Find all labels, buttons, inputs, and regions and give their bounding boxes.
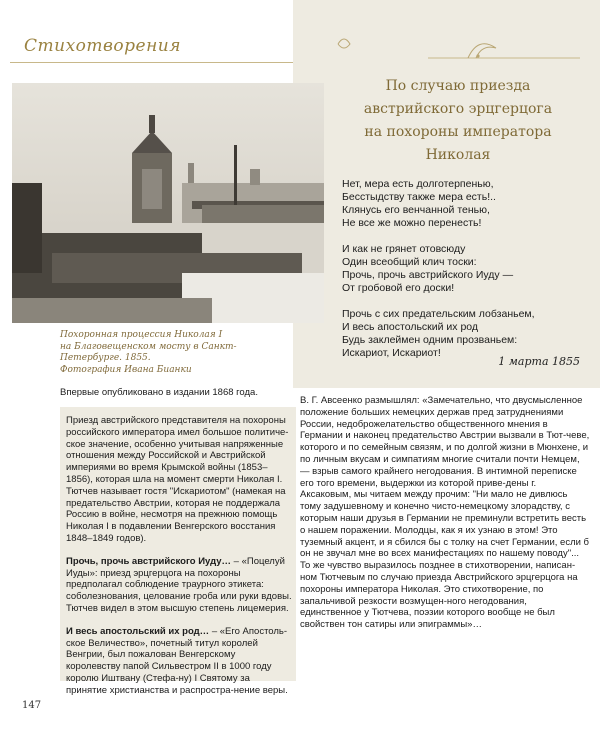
poem-line: Прочь, прочь австрийского Иуду — xyxy=(342,269,514,281)
poem-stanza xyxy=(342,308,592,360)
poem-line: Нет, мера есть долготерпенью, xyxy=(342,178,494,190)
note-paragraph xyxy=(66,556,292,615)
poem-title-line: Николая xyxy=(425,147,491,163)
note-heading: Прочь, прочь австрийского Иуду… xyxy=(66,555,232,567)
flourish-ornament xyxy=(318,22,598,72)
poem-title-line: на похороны императора xyxy=(364,124,552,140)
note-heading: И весь апостольский их род… xyxy=(66,625,210,637)
publication-note: Впервые опубликовано в издании 1868 года. xyxy=(60,387,258,398)
poem-stanza xyxy=(342,178,592,230)
poem-line: Искариот, Искариот! xyxy=(342,347,441,359)
poem-line: От гробовой его доски! xyxy=(342,282,455,294)
historical-photo xyxy=(12,83,324,323)
poem-title xyxy=(334,75,582,167)
photo-caption xyxy=(60,330,292,376)
poem-stanza xyxy=(342,243,592,295)
poem-line: Один всеобщий клич тоски: xyxy=(342,256,477,268)
note-text: – «Поцелуй Иуды»: приезд эрцгерцога на похороны предполагал соблюдение траурного этикета: соболезнования, целование гроба или руки вдовы. Тютчев видел в этом высшую степень лицемерия. xyxy=(66,555,292,614)
caption-line: на Благовещенском мосту в Санкт- xyxy=(60,341,237,352)
poem-title-line: По случаю приезда xyxy=(385,78,531,94)
poem-text xyxy=(342,178,592,373)
poem-line: Будь заклеймен одним прозваньем: xyxy=(342,334,518,346)
section-divider xyxy=(10,62,300,63)
quote-paragraph: В. Г. Авсеенко размышлял: «Замечательно, что двусмысленное положение больших немецких держав пред затруднениями России, недоброжелательство общественного мнения в Германии и наконец предательство Австрии вызвали в Тют-чеве, которого и по семейным связям, и по долгой жизни в Мюнхене, и по личным вкусам и симпатиям многие считали почти Немцем, — взрыв самого крайнего негодования. В интимной переписке его того времени, выдержки из которой приве-дены г. Аксаковым, мы читаем между прочим: "Ни мало не дивлюсь тому задушевному и конечно чисто-немецкому злорадству, с которым наши друзья в Германии не преминули встретить весть о нашем поражении. Молодцы, как я их узнаю в этом! Это туземный акцент, и я сбился бы с толку на счет Германии, если б он не звучал мне во всех манифестациях по нашему поводу"... То же чувство выразилось позднее в стихотворении, написан-ном Тютчевым по случаю приезда Австрийского эрцгерцога на похороны императора Николая. Это стихотворение, по запальчивой резкости возмущен-ного негодования, единственное у Тютчева, поэзии которого вообще не был свойствен тон сатиры или эпиграммы»… xyxy=(300,395,590,631)
commentary-right xyxy=(300,395,590,631)
poem-line: Клянусь его венчанной тенью, xyxy=(342,204,490,216)
intro-paragraph: Приезд австрийского представителя на похороны российского императора имел большое политиче-ское значение, особенно учитывая напряженные отношения между Российской и Австрийской империями во время Крымской войны (1853–1856), которая шла на момент смерти Николая I. Тютчев называет гостя "Искариотом" (намекая на предательство Австрии, которая не поддержала Россию в войне, несмотря на прежнюю помощь Николая I в подавлении Венгерского восстания 1848–1849 годов). xyxy=(66,415,289,544)
poem-date: 1 марта 1855 xyxy=(498,355,580,368)
poem-line: И как не грянет отовсюду xyxy=(342,243,466,255)
poem-line: И весь апостольский их род xyxy=(342,321,479,333)
commentary-left xyxy=(60,407,296,696)
poem-line: Не все же можно перенесть! xyxy=(342,217,482,229)
poem-title-line: австрийского эрцгерцога xyxy=(363,101,553,117)
caption-line: Похоронная процессия Николая I xyxy=(60,330,223,340)
note-text: – «Его Апостоль-ское Величество», почетный титул королей Венгрии, был пожалован Венгерскому королевству папой Сильвестром II в 1000 году королю Иштвану (Стефа-ну) I Святому за принятие христианства и распростра-нение веры. xyxy=(66,625,288,696)
page-number: 147 xyxy=(22,700,42,711)
caption-line: Петербурге. 1855. xyxy=(60,353,151,363)
note-paragraph xyxy=(66,626,292,697)
poem-line: Прочь с сих предательским лобзаньем, xyxy=(342,308,535,320)
section-title: Стихотворения xyxy=(24,36,181,56)
poem-line: Бесстыдству также мера есть!.. xyxy=(342,191,496,203)
caption-line: Фотография Ивана Бианки xyxy=(60,364,192,375)
